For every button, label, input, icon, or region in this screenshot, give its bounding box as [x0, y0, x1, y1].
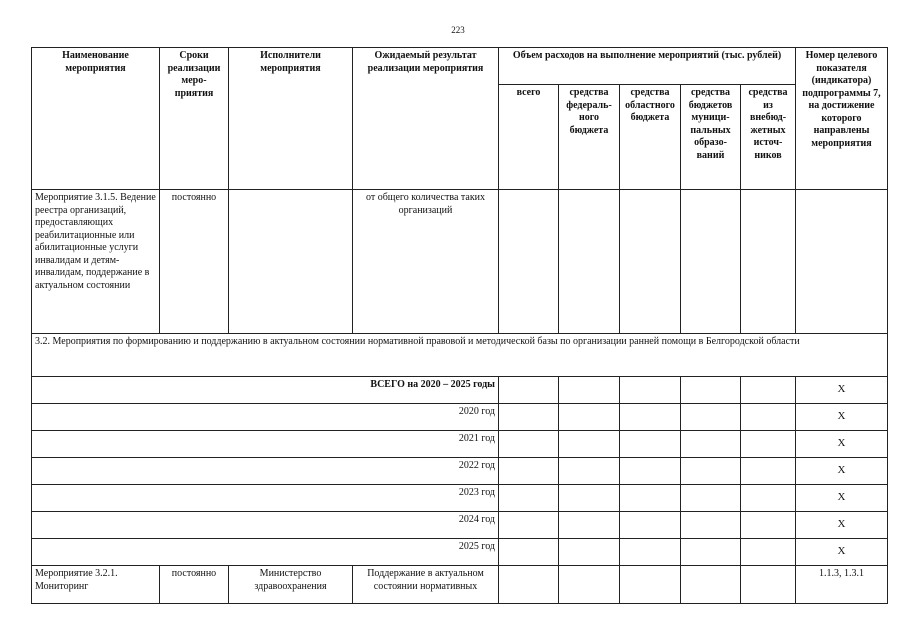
- table-row-total: [32, 377, 888, 404]
- header-municipal: средства бюджетов муници-пальных образо-ваний: [681, 85, 741, 190]
- header-row: [32, 48, 888, 85]
- year-label: 2023 год: [32, 485, 499, 512]
- cell-empty: [559, 431, 620, 458]
- cell-empty: [741, 458, 796, 485]
- year-label: 2025 год: [32, 539, 499, 566]
- cell-empty: [681, 458, 741, 485]
- year-label: 2024 год: [32, 512, 499, 539]
- cell-empty: [620, 404, 681, 431]
- page-number: 223: [451, 25, 465, 35]
- header-federal: средства федераль-ного бюджета: [559, 85, 620, 190]
- cell-empty: [741, 190, 796, 334]
- cell-empty: [499, 404, 559, 431]
- cell-empty: [559, 190, 620, 334]
- year-label: 2021 год: [32, 431, 499, 458]
- cell-empty: [559, 377, 620, 404]
- cell-empty: [681, 377, 741, 404]
- cell-empty: [741, 485, 796, 512]
- indicator-cell: Х: [796, 512, 888, 539]
- cell-empty: [499, 512, 559, 539]
- cell-empty: [796, 190, 888, 334]
- cell-empty: [499, 431, 559, 458]
- indicator-cell: Х: [796, 431, 888, 458]
- cell-empty: [559, 566, 620, 604]
- section-row-3-2: [32, 334, 888, 377]
- cell-empty: [499, 190, 559, 334]
- cell-empty: [620, 431, 681, 458]
- cell-empty: [681, 512, 741, 539]
- cell-empty: [620, 512, 681, 539]
- cell-empty: [741, 377, 796, 404]
- table-row-year: [32, 404, 888, 431]
- total-label: ВСЕГО на 2020 – 2025 годы: [32, 377, 499, 404]
- cell-empty: [559, 485, 620, 512]
- indicator-cell: Х: [796, 485, 888, 512]
- indicator-cell: Х: [796, 458, 888, 485]
- table-row-year: [32, 539, 888, 566]
- table-row-year: [32, 458, 888, 485]
- measure-expected-result: от общего количества таких организаций: [353, 190, 499, 334]
- cell-empty: [681, 404, 741, 431]
- header-indicator: Номер целевого показателя (индикатора) подпрограммы 7, на достижение которого направлены мероприятия: [796, 48, 888, 190]
- table-row-measure-3-1-5: [32, 190, 888, 334]
- table-row-measure-3-2-1: [32, 566, 888, 604]
- cell-empty: [499, 377, 559, 404]
- indicator-cell: Х: [796, 404, 888, 431]
- cell-empty: [559, 539, 620, 566]
- measure-expected-result: Поддержание в актуальном состоянии нормативных: [353, 566, 499, 604]
- measure-name: Мероприятие 3.1.5. Ведение реестра организаций, предоставляющих реабилитационные или абилитационные услуги инвалидам и детям-инвалидам, поддержание в актуальном состоянии: [32, 190, 160, 334]
- cell-empty: [559, 404, 620, 431]
- cell-empty: [620, 566, 681, 604]
- table-row-year: [32, 431, 888, 458]
- header-total: всего: [499, 85, 559, 190]
- measure-terms: постоянно: [160, 190, 229, 334]
- year-label: 2020 год: [32, 404, 499, 431]
- cell-empty: [620, 458, 681, 485]
- cell-empty: [620, 539, 681, 566]
- header-offbudget: средства из внебюд-жетных источ-ников: [741, 85, 796, 190]
- header-name: Наименование мероприятия: [32, 48, 160, 190]
- cell-empty: [620, 377, 681, 404]
- cell-empty: [499, 566, 559, 604]
- header-regional: средства областного бюджета: [620, 85, 681, 190]
- cell-empty: [620, 190, 681, 334]
- cell-empty: [499, 458, 559, 485]
- header-executors: Исполнители мероприятия: [229, 48, 353, 190]
- cell-empty: [559, 512, 620, 539]
- year-label: 2022 год: [32, 458, 499, 485]
- cell-empty: [499, 485, 559, 512]
- cell-empty: [681, 431, 741, 458]
- header-expected-result: Ожидаемый результат реализации мероприятия: [353, 48, 499, 190]
- cell-empty: [741, 431, 796, 458]
- table-row-year: [32, 485, 888, 512]
- cell-empty: [681, 190, 741, 334]
- header-terms: Сроки реализации меро-приятия: [160, 48, 229, 190]
- cell-empty: [681, 566, 741, 604]
- indicator-cell: Х: [796, 539, 888, 566]
- indicator-cell: 1.1.3, 1.3.1: [796, 566, 888, 604]
- cell-empty: [741, 566, 796, 604]
- section-title: 3.2. Мероприятия по формированию и поддержанию в актуальном состоянии нормативной правовой и методической базы по организации ранней помощи в Белгородской области: [32, 334, 888, 377]
- measure-executors: Министерство здравоохранения: [229, 566, 353, 604]
- measure-executors: [229, 190, 353, 334]
- cell-empty: [741, 539, 796, 566]
- measures-table: [31, 47, 888, 604]
- cell-empty: [681, 539, 741, 566]
- table-row-year: [32, 512, 888, 539]
- cell-empty: [681, 485, 741, 512]
- cell-empty: [559, 458, 620, 485]
- header-expense-volume: Объем расходов на выполнение мероприятий (тыс. рублей): [499, 48, 796, 85]
- cell-empty: [499, 539, 559, 566]
- measure-terms: постоянно: [160, 566, 229, 604]
- measure-name: Мероприятие 3.2.1. Мониторинг: [32, 566, 160, 604]
- cell-empty: [741, 512, 796, 539]
- indicator-cell: Х: [796, 377, 888, 404]
- cell-empty: [620, 485, 681, 512]
- cell-empty: [741, 404, 796, 431]
